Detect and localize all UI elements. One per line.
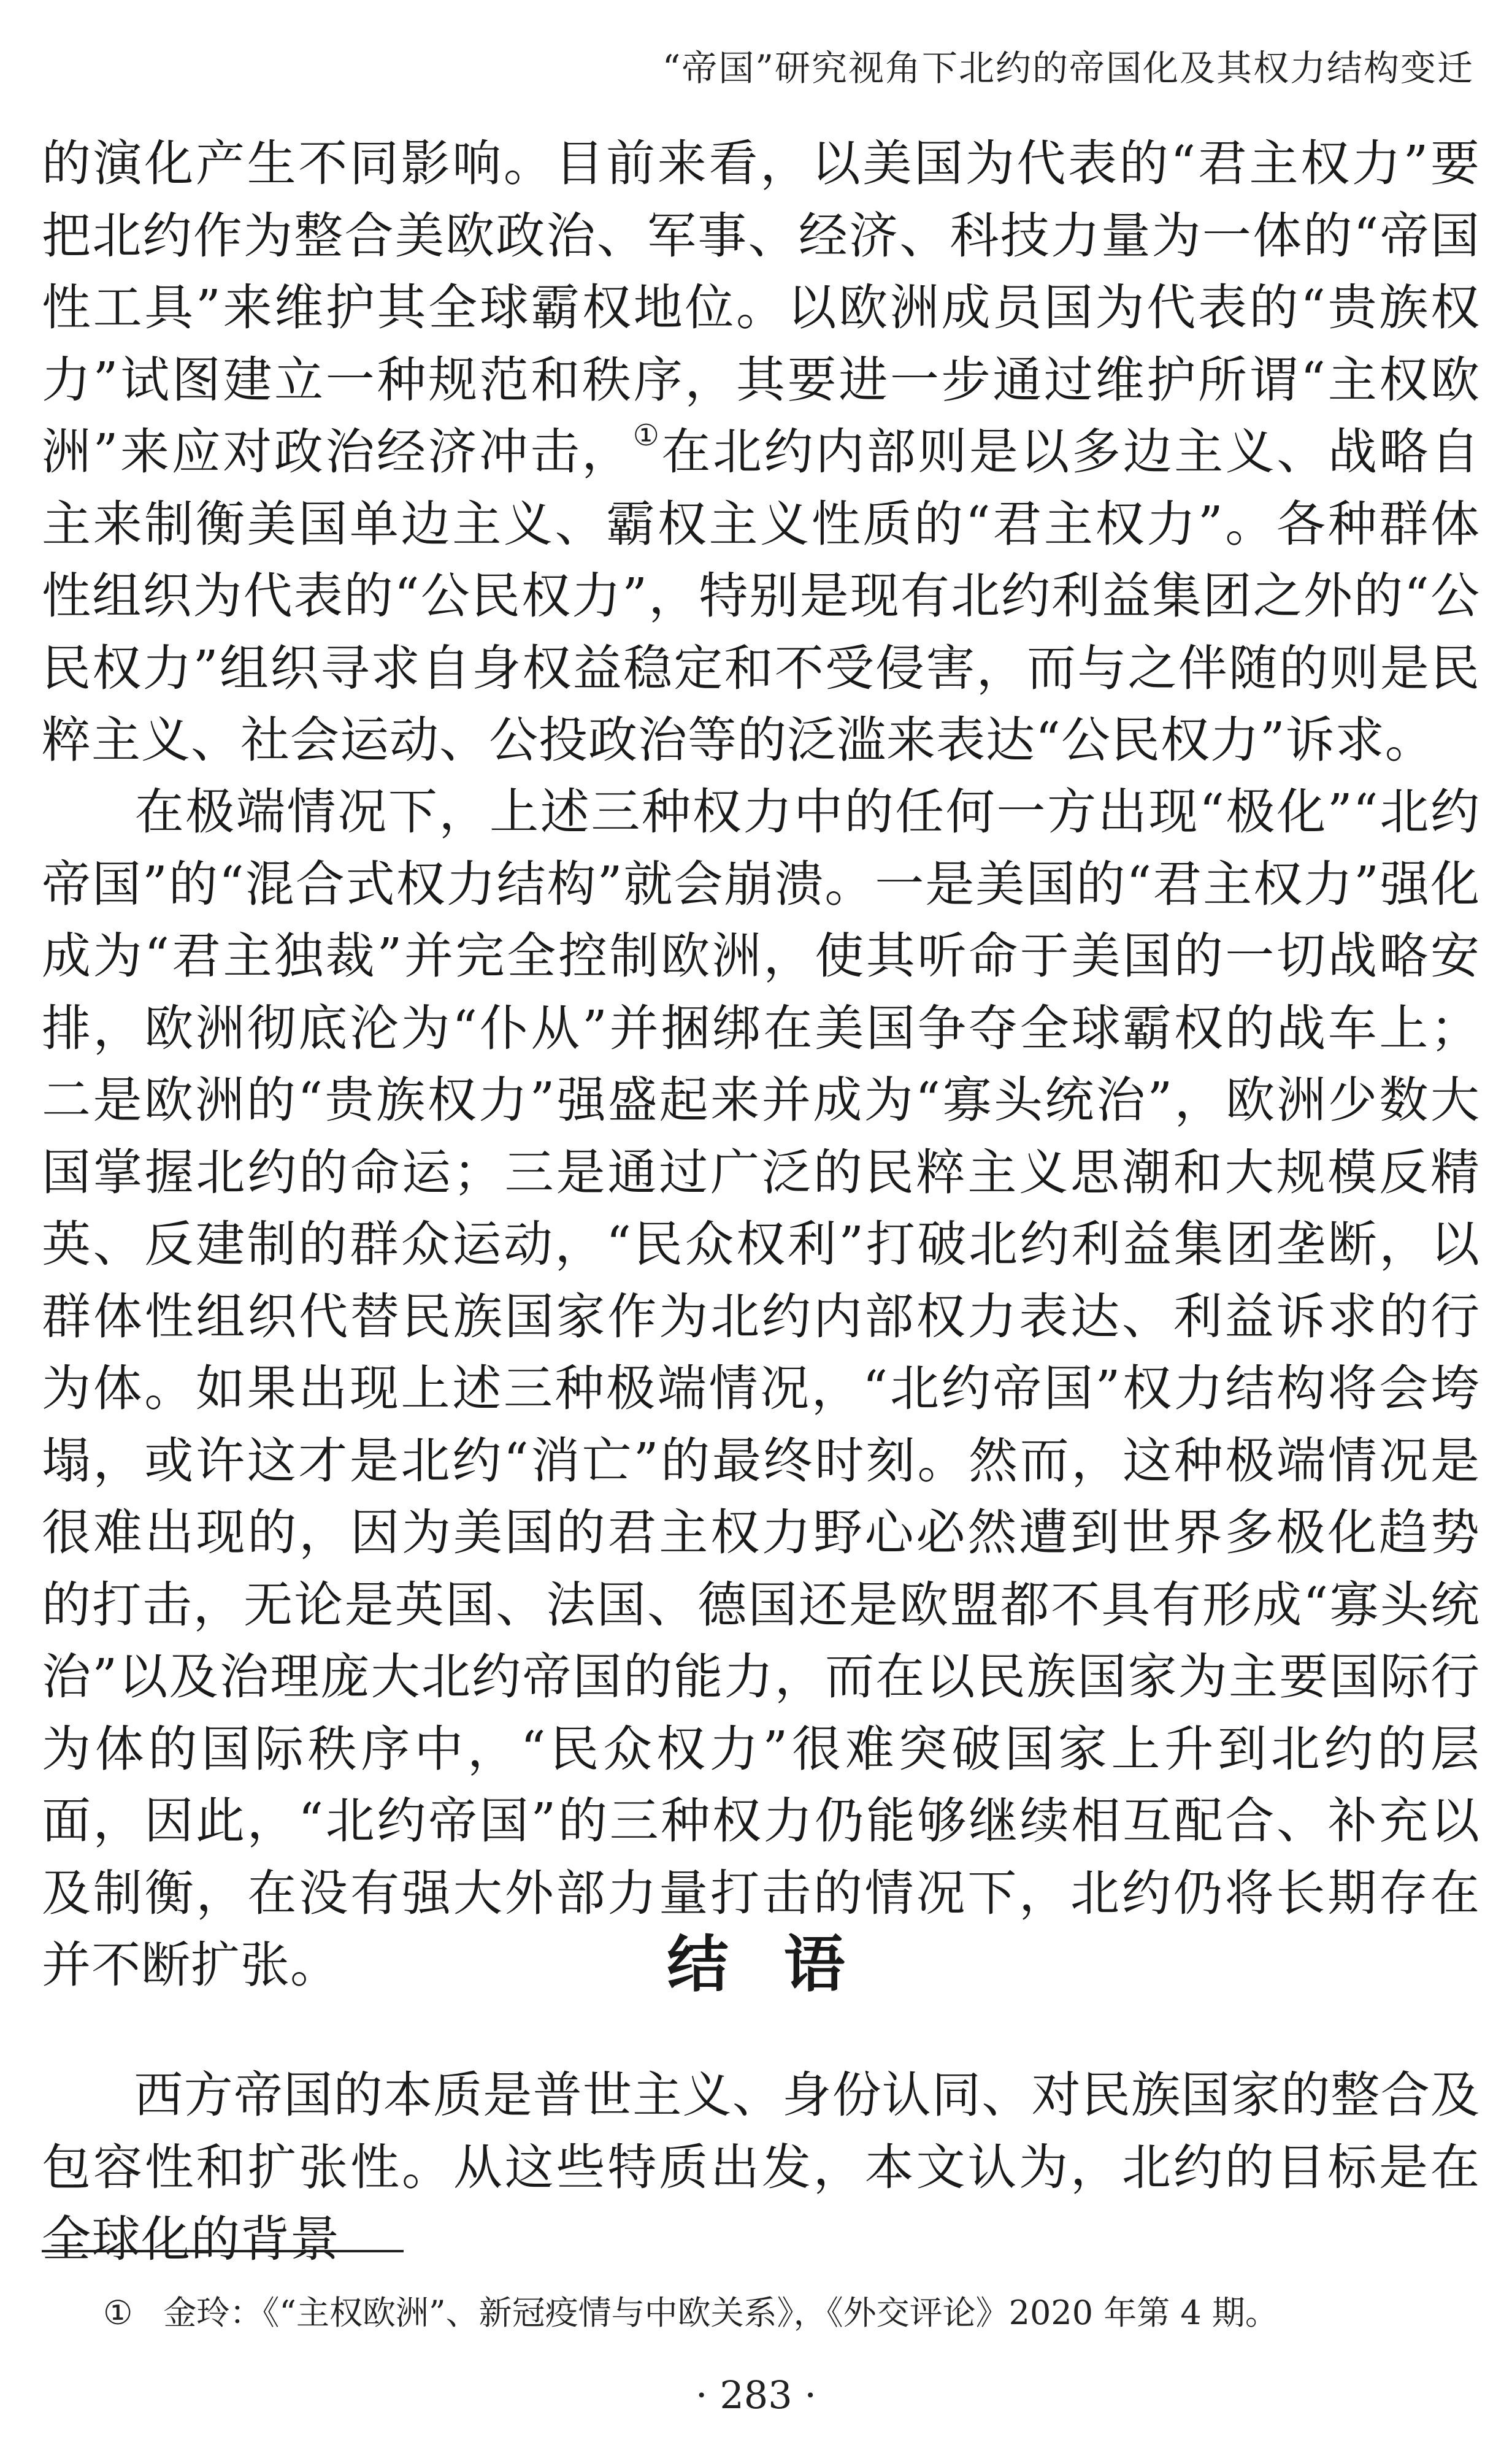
footnote-divider	[42, 2250, 404, 2252]
paragraph-text: 的演化产生不同影响。目前来看，以美国为代表的“君主权力”要把北约作为整合美欧政治、军事、经济、科技力量为一体的“帝国性工具”来维护其全球霸权地位。以欧洲成员国为代表的“贵族权力”试图建立一种规范和秩序，其要进一步通过维护所谓“主权欧洲”来应对政治经济冲击，	[42, 135, 1480, 480]
body-paragraph-3	[42, 2059, 1480, 2276]
paragraph-text: 在北约内部则是以多边主义、战略自主来制衡美国单边主义、霸权主义性质的“君主权力”。各种群体性组织为代表的“公民权力”，特别是现有北约利益集团之外的“公民权力”组织寻求自身权益稳定和不受侵害，而与之伴随的则是民粹主义、社会运动、公投政治等的泛滥来表达“公民权力”诉求。	[42, 423, 1481, 769]
section-heading: 结语	[667, 1928, 900, 2000]
footnote	[103, 2287, 1278, 2334]
body-paragraph-2	[42, 776, 1480, 2001]
paragraph-text: 在极端情况下，上述三种权力中的任何一方出现“极化”“北约帝国”的“混合式权力结构”就会崩溃。一是美国的“君主权力”强化成为“君主独裁”并完全控制欧洲，使其听命于美国的一切战略安排，欧洲彻底沦为“仆从”并捆绑在美国争夺全球霸权的战车上；二是欧洲的“贵族权力”强盛起来并成为“寡头统治”，欧洲少数大国掌握北约的命运；三是通过广泛的民粹主义思潮和大规模反精英、反建制的群众运动，“民众权利”打破北约利益集团垄断，以群体性组织代替民族国家作为北约内部权力表达、利益诉求的行为体。如果出现上述三种极端情况，“北约帝国”权力结构将会垮塌，或许这才是北约“消亡”的最终时刻。然而，这种极端情况是很难出现的，因为美国的君主权力野心必然遭到世界多极化趋势的打击，无论是英国、法国、德国还是欧盟都不具有形成“寡头统治”以及治理庞大北约帝国的能力，而在以民族国家为主要国际行为体的国际秩序中，“民众权力”很难突破国家上升到北约的层面，因此，“北约帝国”的三种权力仍能够继续相互配合、补充以及制衡，在没有强大外部力量打击的情况下，北约仍将长期存在并不断扩张。	[42, 783, 1480, 1994]
footnote-mark: ①	[103, 2293, 133, 2332]
running-header: “帝国”研究视角下北约的帝国化及其权力结构变迁	[662, 47, 1474, 89]
paragraph-text: 西方帝国的本质是普世主义、身份认同、对民族国家的整合及包容性和扩张性。从这些特质出发，本文认为，北约的目标是在全球化的背景	[42, 2067, 1480, 2268]
body-paragraph-1	[42, 128, 1480, 777]
footnote-text: 金玲：《“主权欧洲”、新冠疫情与中欧关系》，《外交评论》2020 年第 4 期。	[163, 2293, 1278, 2332]
page-number: · 283 ·	[695, 2373, 817, 2417]
footnote-reference[interactable]: ①	[632, 418, 662, 453]
